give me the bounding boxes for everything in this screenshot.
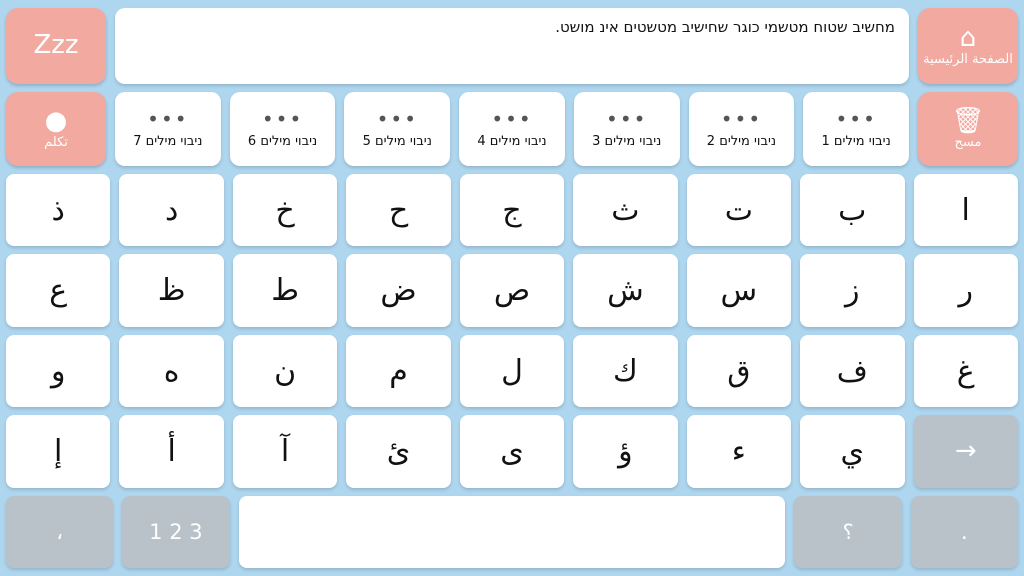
dots-icon: ••• — [491, 106, 533, 131]
prediction-button[interactable] — [115, 92, 221, 166]
speech-bubble-icon: ● — [44, 105, 68, 136]
key[interactable]: ب — [800, 174, 904, 246]
key[interactable]: ج — [460, 174, 564, 246]
key[interactable]: ك — [573, 335, 677, 407]
key[interactable]: س — [687, 254, 791, 326]
question-key[interactable]: ؟ — [794, 496, 901, 568]
enter-key[interactable]: → — [914, 415, 1018, 487]
prediction-button[interactable] — [344, 92, 450, 166]
home-button-label: الصفحة الرئيسية — [923, 51, 1013, 67]
dots-icon: ••• — [606, 106, 648, 131]
prediction-label: ניבוי מילים 2 — [706, 133, 777, 149]
keyboard-row-4 — [6, 415, 1018, 487]
period-key[interactable]: . — [911, 496, 1018, 568]
key[interactable]: ت — [687, 174, 791, 246]
speak-button-label: تكلم — [44, 134, 68, 150]
prediction-label: ניבוי מילים 7 — [133, 133, 203, 149]
key[interactable]: ط — [233, 254, 337, 326]
key[interactable]: م — [346, 335, 450, 407]
prediction-row — [6, 92, 1018, 166]
sleep-button[interactable] — [6, 8, 106, 84]
home-button[interactable] — [918, 8, 1018, 84]
key[interactable]: ن — [233, 335, 337, 407]
key[interactable]: ي — [800, 415, 904, 487]
dots-icon: ••• — [835, 106, 877, 131]
key[interactable]: ق — [687, 335, 791, 407]
trash-icon: 🗑 — [951, 105, 985, 136]
dots-icon: ••• — [261, 106, 304, 131]
key[interactable]: ظ — [119, 254, 223, 326]
key[interactable]: ح — [346, 174, 450, 246]
key[interactable]: إ — [6, 415, 110, 487]
key[interactable]: ش — [573, 254, 677, 326]
key[interactable]: ص — [460, 254, 564, 326]
key[interactable]: ئ — [346, 415, 450, 487]
speak-button[interactable] — [6, 92, 106, 166]
key[interactable]: أ — [119, 415, 223, 487]
key[interactable]: و — [6, 335, 110, 407]
key[interactable]: ل — [460, 335, 564, 407]
dots-icon: ••• — [147, 106, 189, 131]
key[interactable]: ء — [687, 415, 791, 487]
key[interactable]: ذ — [6, 174, 110, 246]
key[interactable]: خ — [233, 174, 337, 246]
key[interactable]: ض — [346, 254, 450, 326]
delete-button-label: مسح — [954, 134, 982, 150]
keyboard-row-2 — [6, 254, 1018, 326]
word-predictions — [115, 92, 909, 166]
prediction-button[interactable] — [689, 92, 795, 166]
keyboard-row-1 — [6, 174, 1018, 246]
prediction-button[interactable] — [803, 92, 909, 166]
prediction-label: ניבוי מילים 6 — [247, 133, 318, 149]
space-key[interactable] — [239, 496, 786, 568]
zzz-icon: Zᴢᴢ — [33, 30, 79, 60]
key[interactable]: ى — [460, 415, 564, 487]
key[interactable]: ث — [573, 174, 677, 246]
top-row — [6, 8, 1018, 84]
numbers-key[interactable]: 1 2 3 — [122, 496, 229, 568]
key[interactable]: ر — [914, 254, 1018, 326]
prediction-button[interactable] — [459, 92, 565, 166]
key[interactable]: غ — [914, 335, 1018, 407]
keyboard-row-5 — [6, 496, 1018, 568]
key[interactable]: ا — [914, 174, 1018, 246]
prediction-label: ניבוי מילים 4 — [477, 133, 547, 149]
delete-button[interactable] — [918, 92, 1018, 166]
key[interactable]: ف — [800, 335, 904, 407]
prediction-label: ניבוי מילים 5 — [362, 133, 432, 149]
key[interactable]: ؤ — [573, 415, 677, 487]
prediction-label: ניבוי מילים 3 — [592, 133, 662, 149]
prediction-label: ניבוי מילים 1 — [821, 133, 891, 149]
keyboard-row-3 — [6, 335, 1018, 407]
prediction-button[interactable] — [574, 92, 680, 166]
home-icon: ⌂ — [959, 22, 977, 53]
prediction-button[interactable] — [230, 92, 336, 166]
key[interactable]: آ — [233, 415, 337, 487]
key[interactable]: ع — [6, 254, 110, 326]
dots-icon: ••• — [720, 106, 763, 131]
key[interactable]: ز — [800, 254, 904, 326]
dots-icon: ••• — [376, 106, 418, 131]
message-textarea[interactable]: מחשיב שטוח מטשמי כוגר שחישיב מטשטים אינ מושט. — [115, 8, 909, 84]
key[interactable]: د — [119, 174, 223, 246]
key[interactable]: ه — [119, 335, 223, 407]
comma-key[interactable]: ، — [6, 496, 113, 568]
keyboard — [6, 174, 1018, 568]
